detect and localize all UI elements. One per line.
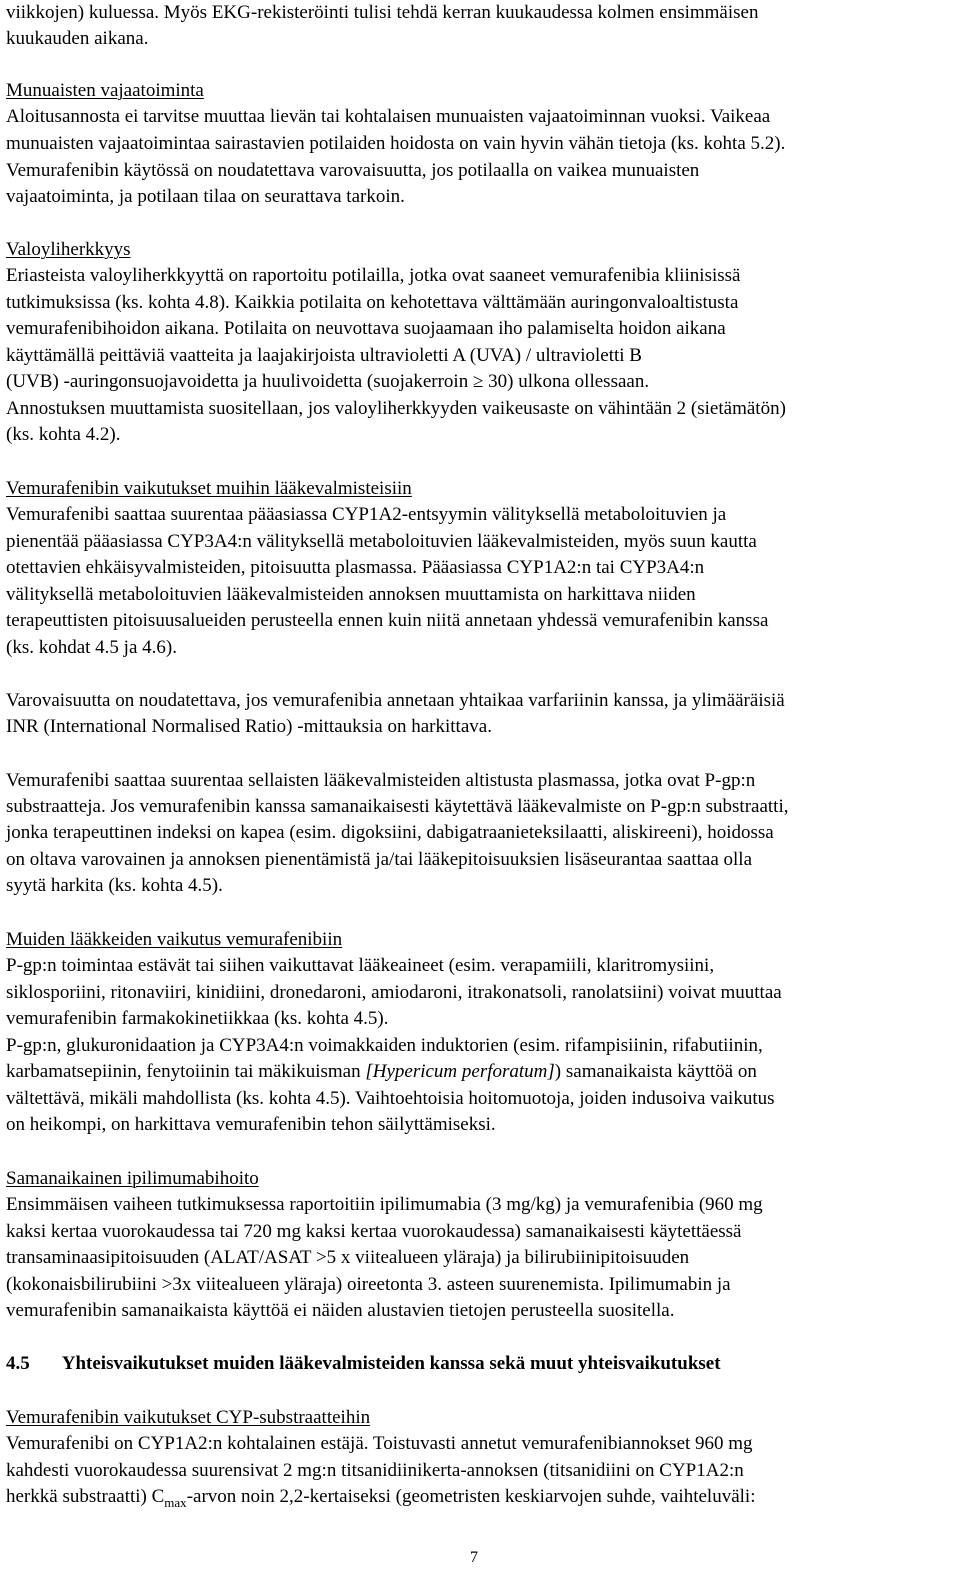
text-line: vemurafenibin farmakokinetiikkaa (ks. kohta 4.5).	[6, 1008, 389, 1029]
text-line	[6, 1061, 757, 1087]
text-line: Varovaisuutta on noudatettava, jos vemurafenibia annetaan yhtaikaa varfariinin kanssa, ja ylimääräisiä	[6, 690, 785, 711]
section-number: 4.5	[6, 1353, 30, 1374]
text-line: välityksellä metaboloituvien lääkevalmisteiden annoksen muuttamista on harkittava niiden	[6, 584, 696, 605]
section-title-text: Yhteisvaikutukset muiden lääkevalmisteiden kanssa sekä muut yhteisvaikutukset	[61, 1353, 721, 1374]
text-line: P-gp:n toimintaa estävät tai siihen vaikuttavat lääkeaineet (esim. verapamiili, klaritromysiini,	[6, 955, 715, 976]
text-span: ) samanaikaista käyttöä on	[554, 1061, 757, 1082]
section-heading-renal: Munuaisten vajaatoiminta	[6, 80, 204, 101]
text-line: kaksi kertaa vuorokaudessa tai 720 mg kaksi kertaa vuorokaudessa) samanaikaisesti käytettäessä	[6, 1221, 742, 1242]
text-line: Aloitusannosta ei tarvitse muuttaa lievän tai kohtalaisen munuaisten vajaatoiminnan vuoksi. Vaikeaa	[6, 106, 771, 127]
text-line: otettavien ehkäisyvalmisteiden, pitoisuutta plasmassa. Pääasiassa CYP1A2:n tai CYP3A4:n	[6, 557, 705, 578]
text-line: syytä harkita (ks. kohta 4.5).	[6, 875, 223, 896]
section-heading-effects-other: Vemurafenibin vaikutukset muihin lääkevalmisteisiin	[6, 478, 412, 499]
text-line: viikkojen) kuluessa. Myös EKG-rekisteröinti tulisi tehdä kerran kuukaudessa kolmen ensimmäisen	[6, 2, 759, 23]
text-line: INR (International Normalised Ratio) -mittauksia on harkittava.	[6, 716, 492, 737]
text-line: (UVB) -auringonsuojavoidetta ja huulivoidetta (suojakerroin ≥ 30) ulkona ollessaan.	[6, 371, 650, 392]
text-line: Vemurafenibi on CYP1A2:n kohtalainen estäjä. Toistuvasti annetut vemurafenibiannokset 960 mg	[6, 1433, 753, 1454]
text-line	[6, 1486, 755, 1512]
text-line: vältettävä, mikäli mahdollista (ks. kohta 4.5). Vaihtoehtoisia hoitomuotoja, joiden indusoiva vaikutus	[6, 1088, 775, 1109]
text-line: on oltava varovainen ja annoksen pienentämistä ja/tai lääkepitoisuuksien lisäseurantaa saattaa olla	[6, 849, 753, 870]
text-span: karbamatsepiinin, fenytoiinin tai mäkikuisman	[6, 1061, 366, 1082]
text-line: on heikompi, on harkittava vemurafenibin tehon säilyttämiseksi.	[6, 1114, 496, 1135]
text-line: jonka terapeuttinen indeksi on kapea (esim. digoksiini, dabigatraanieteksilaatti, aliskireeni), hoidossa	[6, 822, 774, 843]
text-line: P-gp:n, glukuronidaation ja CYP3A4:n voimakkaiden induktorien (esim. rifampisiinin, rifabutiinin,	[6, 1035, 763, 1056]
subscript-text: max	[164, 1495, 187, 1510]
section-heading-ipilimumab: Samanaikainen ipilimumabihoito	[6, 1168, 259, 1189]
text-line: Eriasteista valoyliherkkyyttä on raportoitu potilailla, jotka ovat saaneet vemurafenibia kliinisissä	[6, 265, 741, 286]
page-number: 7	[470, 1549, 478, 1566]
text-span: -arvon noin 2,2-kertaiseksi (geometristen keskiarvojen suhde, vaihteluväli:	[186, 1486, 756, 1507]
text-line: terapeuttisten pitoisuusalueiden perusteella ennen kuin niitä annetaan yhdessä vemurafenibin kanssa	[6, 610, 769, 631]
text-span: herkkä substraatti) C	[6, 1486, 165, 1507]
text-line: vemurafenibin samanaikaista käyttöä ei näiden alustavien tietojen perusteella suositella.	[6, 1300, 675, 1321]
text-line: käyttämällä peittäviä vaatteita ja laajakirjoista ultravioletti A (UVA) / ultravioletti B	[6, 345, 642, 366]
italic-text: [Hypericum perforatum]	[365, 1061, 555, 1082]
text-line: tutkimuksissa (ks. kohta 4.8). Kaikkia potilaita on kehotettava välttämään auringonvaloaltistusta	[6, 292, 739, 313]
text-line: munuaisten vajaatoimintaa sairastavien potilaiden hoidosta on vain hyvin vähän tietoja (ks. kohta 5.2).	[6, 133, 786, 154]
text-line: vajaatoiminta, ja potilaan tilaa on seurattava tarkoin.	[6, 186, 405, 207]
section-title-4-5	[6, 1353, 721, 1379]
text-line: vemurafenibihoidon aikana. Potilaita on neuvottava suojaamaan iho palamiselta hoidon aikana	[6, 318, 726, 339]
section-heading-cyp: Vemurafenibin vaikutukset CYP-substraatteihin	[6, 1407, 371, 1428]
text-line: (ks. kohdat 4.5 ja 4.6).	[6, 637, 177, 658]
text-line: siklosporiini, ritonaviiri, kinidiini, dronedaroni, amiodaroni, itrakonatsoli, ranolatsiini) voivat muuttaa	[6, 982, 782, 1003]
text-line: substraatteja. Jos vemurafenibin kanssa samanaikaisesti käytettävä lääkevalmiste on P-gp:n substraatti,	[6, 796, 789, 817]
text-line: Vemurafenibi saattaa suurentaa sellaisten lääkevalmisteiden altistusta plasmassa, jotka ovat P-gp:n	[6, 770, 756, 791]
section-heading-other-drugs: Muiden lääkkeiden vaikutus vemurafenibiin	[6, 929, 343, 950]
text-line: (ks. kohta 4.2).	[6, 424, 121, 445]
text-line: kuukauden aikana.	[6, 28, 149, 49]
text-line: Ensimmäisen vaiheen tutkimuksessa raportoitiin ipilimumabia (3 mg/kg) ja vemurafenibia (960 mg	[6, 1194, 763, 1215]
text-line: kahdesti vuorokaudessa suurensivat 2 mg:n titsanidiinikerta-annoksen (titsanidiini on CYP1A2:n	[6, 1460, 744, 1481]
text-line: (kokonaisbilirubiini >3x viitealueen yläraja) oireetonta 3. asteen suurenemista. Ipilimumabin ja	[6, 1274, 731, 1295]
text-line: Annostuksen muuttamista suositellaan, jos valoyliherkkyyden vaikeusaste on vähintään 2 (sietämätön)	[6, 398, 786, 419]
text-line: Vemurafenibi saattaa suurentaa pääasiassa CYP1A2-entsyymin välityksellä metaboloituvien ja	[6, 504, 727, 525]
section-heading-photosensitivity: Valoyliherkkyys	[6, 239, 131, 260]
text-line: transaminaasipitoisuuden (ALAT/ASAT >5 x viitealueen yläraja) ja bilirubiinipitoisuuden	[6, 1247, 690, 1268]
text-line: pienentää pääasiassa CYP3A4:n välityksellä metaboloituvien lääkevalmisteiden, myös suun kautta	[6, 531, 757, 552]
text-line: Vemurafenibin käytössä on noudatettava varovaisuutta, jos potilaalla on vaikea munuaisten	[6, 160, 700, 181]
